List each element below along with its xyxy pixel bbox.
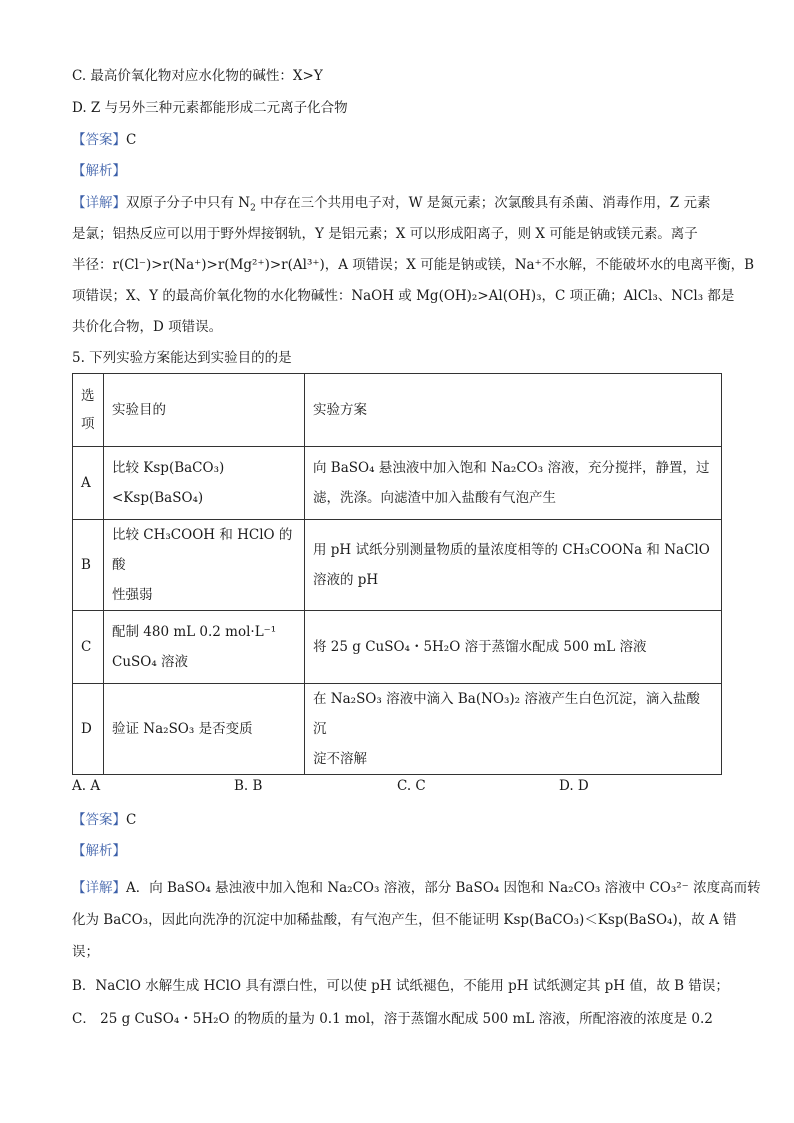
choice-a: A. A [72,778,101,794]
header-purpose: 实验目的 [104,374,305,447]
explanation-a-1 [72,878,761,898]
detail-line-1: 【详解】双原子分子中只有 $N_2$ 中存在三个共用电子对，W 是氮元素；次氯酸具有杀菌、消毒作用，Z 元素 [72,195,711,214]
row-purpose-line: CuSO₄ 溶液 [112,654,189,670]
answer-tag: 【答案】 [72,132,126,148]
explanation-a-text: A．向 BaSO₄ 悬浊液中加入饱和 Na₂CO₃ 溶液，部分 BaSO₄ 因饱和 Na₂CO₃ 溶液中 CO₃²⁻ 浓度高而转 [126,880,761,896]
answer-tag: 【答案】 [72,812,126,828]
answer-value: C [126,132,137,148]
detail-text-1a: 双原子分子中只有 N [126,195,251,211]
row-purpose-line: 配制 480 mL 0.2 mol·L⁻¹ [112,624,277,640]
explanation-b: B．NaClO 水解生成 HClO 具有漂白性，可以使 pH 试纸褪色，不能用 pH 试纸测定其 pH 值，故 B 错误； [72,978,729,994]
analysis-label: 【解析】 [72,163,126,179]
explanation-c: C． 25 g CuSO₄・5H₂O 的物质的量为 0.1 mol，溶于蒸馏水配成 500 mL 溶液，所配溶液的浓度是 0.2 [72,1011,713,1027]
detail-line-2: 是氯；铝热反应可以用于野外焊接钢轨，Y 是铝元素；X 可以形成阳离子，则 X 可能是钠或镁元素。离子 [72,226,698,242]
detail-line-5: 共价化合物，D 项错误。 [72,319,223,335]
header-plan: 实验方案 [305,374,722,447]
row-label: D [73,684,104,775]
option-d: D. Z 与另外三种元素都能形成二元离子化合物 [72,100,348,116]
detail-tag: 【详解】 [72,195,126,211]
row-plan-line: 淀不溶解 [313,751,367,767]
experiment-table [72,373,722,775]
row-label: C [73,611,104,684]
answer-line [72,130,136,150]
detail-text-1b: 中存在三个共用电子对，W 是氮元素；次氯酸具有杀菌、消毒作用，Z 元素 [255,195,711,211]
table-header-row [73,374,722,447]
row-plan-line: 在 Na₂SO₃ 溶液中滴入 Ba(NO₃)₂ 溶液产生白色沉淀，滴入盐酸沉 [313,691,700,737]
explanation-a-2: 化为 BaCO₃，因此向洗净的沉淀中加稀盐酸，有气泡产生，但不能证明 Ksp(BaCO₃)＜Ksp(BaSO₄)，故 A 错 [72,912,737,928]
option-c: C. 最高价氧化物对应水化物的碱性：X>Y [72,68,323,84]
row-plan-line: 滤，洗涤。向滤渣中加入盐酸有气泡产生 [313,490,556,506]
table-row [73,520,722,611]
detail-tag: 【详解】 [72,880,126,896]
analysis-tag [72,161,126,181]
row-purpose: 验证 Na₂SO₃ 是否变质 [104,684,305,775]
table-row [73,684,722,775]
analysis-tag-q5 [72,841,126,861]
row-purpose [104,520,305,611]
row-purpose [104,611,305,684]
table-row [73,611,722,684]
row-plan [305,684,722,775]
detail-line-4: 项错误；X、Y 的最高价氧化物的水化物碱性：NaOH 或 Mg(OH)₂>Al(OH)₃，C 项正确；AlCl₃、NCl₃ 都是 [72,288,735,304]
analysis-label: 【解析】 [72,843,126,859]
answer-line-q5 [72,810,136,830]
row-purpose-line: 性强弱 [112,587,153,603]
choice-b: B. B [234,778,263,794]
choice-c: C. C [397,778,426,794]
row-plan [305,447,722,520]
row-plan-line: 用 pH 试纸分别测量物质的量浓度相等的 CH₃COONa 和 NaClO [313,542,710,558]
row-plan [305,520,722,611]
row-purpose-line: 比较 CH₃COOH 和 HClO 的酸 [112,527,293,573]
explanation-a-3: 误； [72,944,99,960]
header-option: 选 项 [73,374,104,447]
choice-d: D. D [559,778,589,794]
row-label: B [73,520,104,611]
row-plan-line: 溶液的 pH [313,572,379,588]
table-row [73,447,722,520]
answer-value: C [126,812,137,828]
row-label: A [73,447,104,520]
row-purpose: 比较 Ksp(BaCO₃)<Ksp(BaSO₄) [104,447,305,520]
question-5-stem: 5. 下列实验方案能达到实验目的的是 [72,350,292,366]
detail-line-3: 半径：r(Cl⁻)>r(Na⁺)>r(Mg²⁺)>r(Al³⁺)，A 项错误；X 可能是钠或镁，Na⁺不水解，不能破坏水的电离平衡，B [72,257,755,273]
row-plan-line: 向 BaSO₄ 悬浊液中加入饱和 Na₂CO₃ 溶液，充分搅拌，静置，过 [313,460,710,476]
row-plan: 将 25 g CuSO₄・5H₂O 溶于蒸馏水配成 500 mL 溶液 [305,611,722,684]
